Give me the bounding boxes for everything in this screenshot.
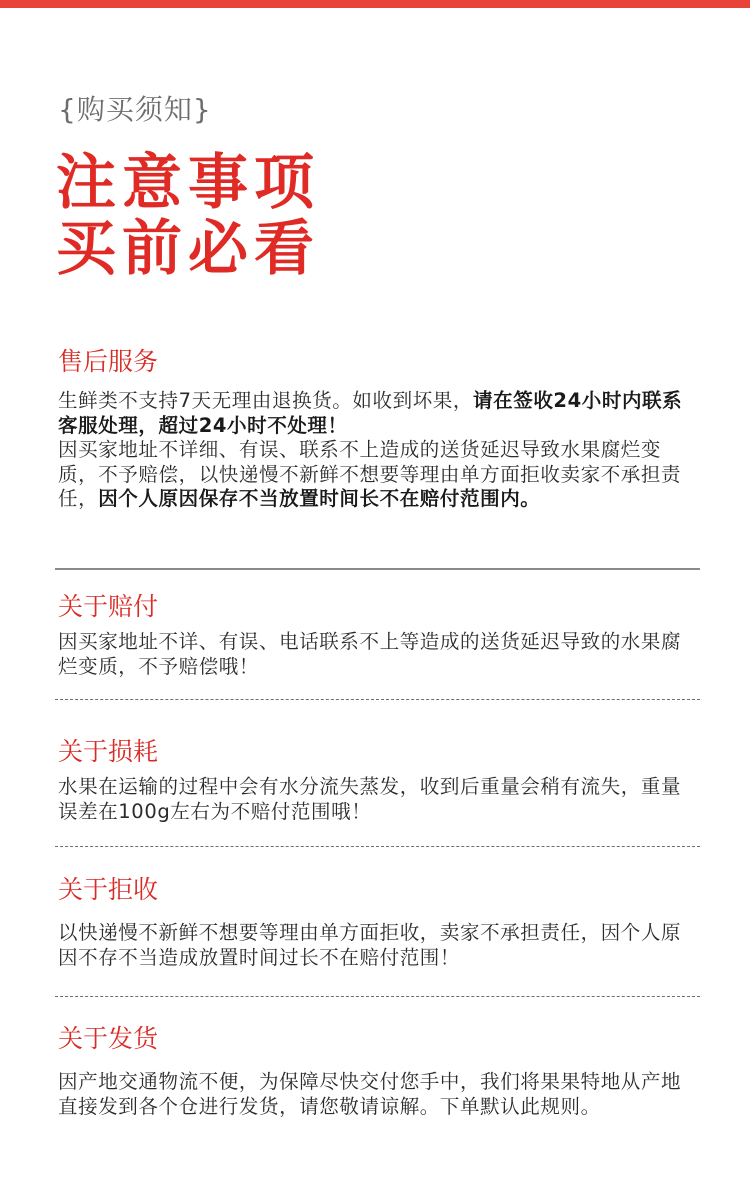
top-accent-bar: [0, 0, 750, 8]
section-after-sales: [58, 345, 698, 512]
purchase-notice-label: {购买须知}: [58, 93, 212, 126]
after-sales-paragraph-2: [58, 438, 698, 512]
section-shipping: [58, 1022, 698, 1119]
hero-line-1: 注意事项: [56, 148, 320, 218]
section-title: 关于拒收: [58, 875, 159, 904]
section-body: 因产地交通物流不便，为保障尽快交付您手中，我们将果果特地从产地直接发到各个仓进行发货，请您敬请谅解。下单默认此规则。: [58, 1070, 682, 1118]
section-loss: [58, 735, 698, 824]
section-title: 关于损耗: [58, 737, 159, 766]
dashed-divider: [55, 699, 700, 700]
section-body: 水果在运输的过程中会有水分流失蒸发，收到后重量会稍有流失，重量误差在100g左右为不赔付范围哦！: [58, 775, 682, 823]
body-text: 因买家地址不详细、有误、联系不上造成的送货延迟导致水果腐烂变质，不予赔偿，以快递慢不新鲜不想要等理由单方面拒收卖家不承担责任，: [58, 438, 682, 510]
section-divider: [55, 568, 700, 570]
body-bold-text: 请在签收24小时内联系客服处理，超过24小时不处理！: [58, 389, 683, 437]
section-title: 关于发货: [58, 1024, 159, 1053]
hero-line-2: 买前必看: [56, 214, 320, 284]
body-bold-text: 因个人原因保存不当放置时间长不在赔付范围内。: [98, 487, 541, 510]
section-refusal: [58, 873, 698, 970]
dashed-divider: [55, 846, 700, 847]
after-sales-paragraph-1: [58, 389, 698, 438]
section-title: 售后服务: [58, 347, 159, 376]
section-compensation: [58, 590, 698, 679]
section-title: 关于赔付: [58, 592, 159, 621]
section-body: 因买家地址不详、有误、电话联系不上等造成的送货延迟导致的水果腐烂变质，不予赔偿哦！: [58, 630, 682, 678]
body-text: 生鲜类不支持7天无理由退换货。如收到坏果，: [58, 389, 474, 412]
section-body: 以快递慢不新鲜不想要等理由单方面拒收，卖家不承担责任，因个人原因不存不当造成放置时间过长不在赔付范围！: [58, 921, 682, 969]
dashed-divider: [55, 996, 700, 997]
section-body: [58, 389, 698, 512]
hero-heading: [56, 150, 320, 282]
